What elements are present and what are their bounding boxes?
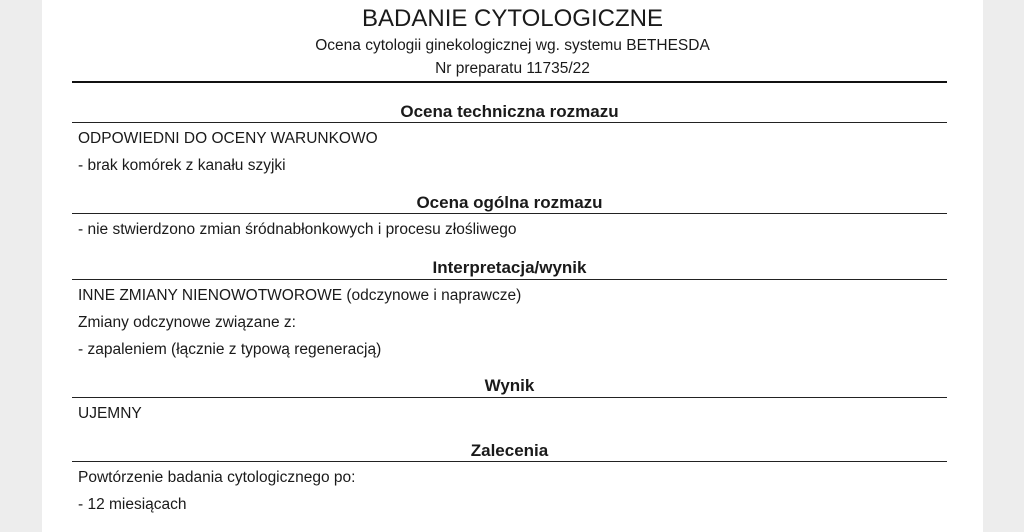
section-line: - nie stwierdzono zmian śródnabłonkowych i procesu złośliwego	[78, 221, 517, 238]
section-divider	[72, 213, 947, 214]
section-line: ODPOWIEDNI DO OCENY WARUNKOWO	[78, 130, 378, 147]
section-line: - zapaleniem (łącznie z typową regeneracją)	[78, 341, 382, 358]
section-divider	[72, 279, 947, 280]
section-heading-result: Wynik	[484, 376, 535, 395]
section-line: Powtórzenie badania cytologicznego po:	[78, 469, 356, 486]
result-value: UJEMNY	[78, 405, 142, 422]
specimen-number: Nr preparatu 11735/22	[435, 60, 590, 77]
document-title: BADANIE CYTOLOGICZNE	[362, 5, 663, 32]
section-heading-interpretation: Interpretacja/wynik	[432, 258, 587, 277]
document-subtitle: Ocena cytologii ginekologicznej wg. systemu BETHESDA	[315, 37, 710, 54]
section-heading-recommendations: Zalecenia	[470, 441, 549, 460]
section-divider	[72, 397, 947, 398]
section-line: INNE ZMIANY NIENOWOTWOROWE (odczynowe i naprawcze)	[78, 287, 522, 304]
section-divider	[72, 122, 947, 123]
document-page	[42, 0, 983, 532]
section-line: Zmiany odczynowe związane z:	[78, 314, 296, 331]
section-line: - brak komórek z kanału szyjki	[78, 157, 286, 174]
section-heading-technical-assessment: Ocena techniczna rozmazu	[400, 102, 619, 121]
header-divider	[72, 81, 947, 83]
section-line: - 12 miesiącach	[78, 496, 187, 513]
section-heading-general-assessment: Ocena ogólna rozmazu	[416, 193, 603, 212]
section-divider	[72, 461, 947, 462]
